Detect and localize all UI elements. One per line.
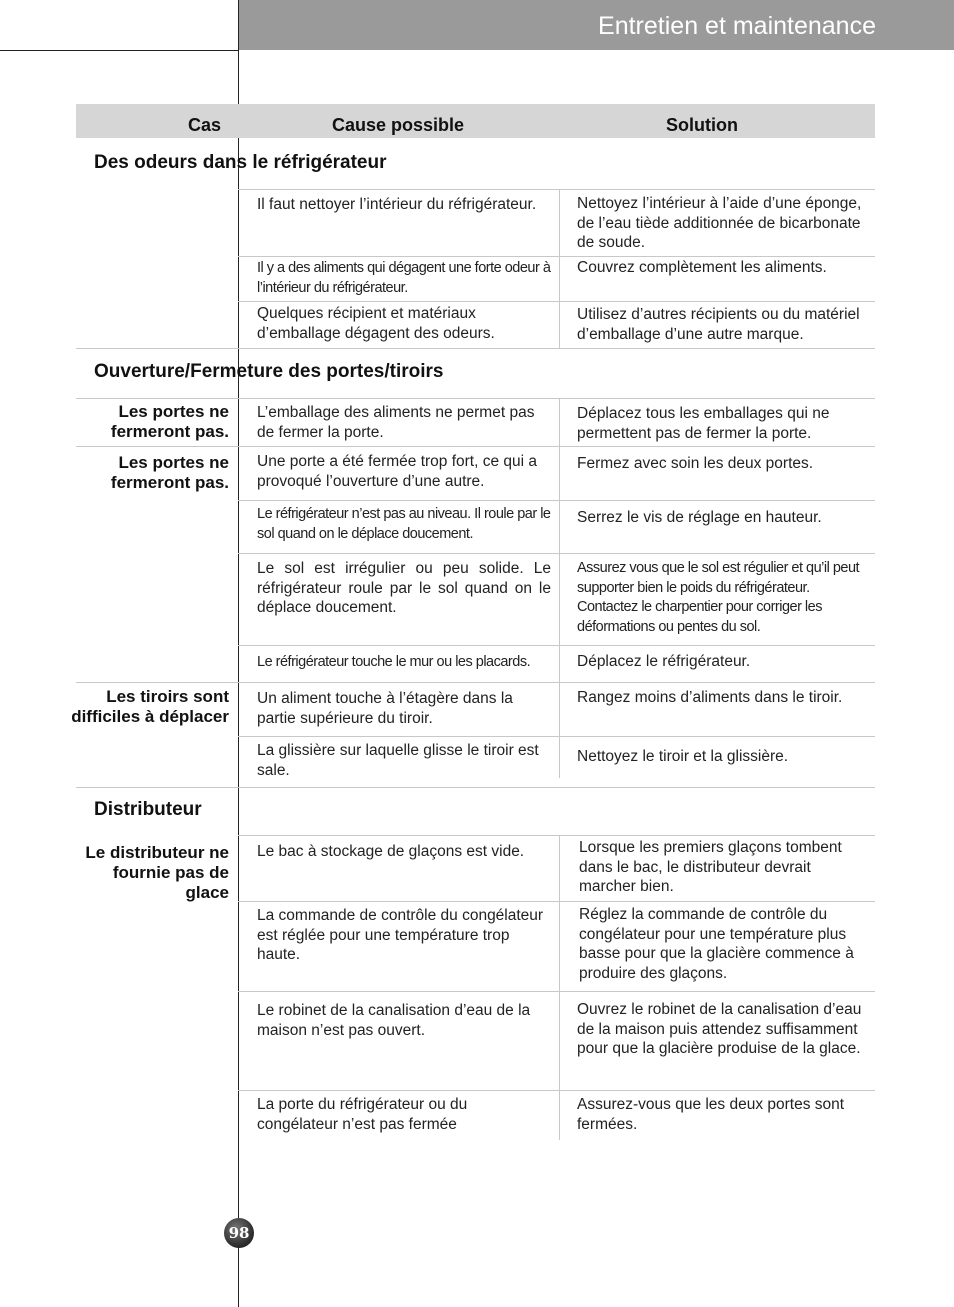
table-row-solution: Lorsque les premiers glaçons tombent dans le bac, le distributeur devrait marcher bien. (579, 839, 842, 895)
column-header-cause: Cause possible (332, 115, 465, 135)
column-divider (559, 835, 560, 1140)
table-row-solution: Couvrez complètement les aliments. (577, 259, 827, 276)
table-row-cause: L’emballage des aliments ne permet pas de fermer la porte. (257, 404, 535, 441)
vertical-rule (238, 0, 239, 1307)
table-row-cause: Le bac à stockage de glaçons est vide. (257, 843, 525, 860)
table-row-solution: Utilisez d’autres récipients ou du matériel d’emballage d’une autre marque. (577, 306, 860, 343)
table-row-solution: Déplacez tous les emballages qui ne permettent pas de fermer la porte. (577, 405, 830, 442)
table-row-cause: La glissière sur laquelle glisse le tiroir est sale. (257, 742, 539, 779)
row-divider (76, 398, 875, 399)
table-row-cause: La porte du réfrigérateur ou du congélateur n’est pas fermée (257, 1096, 468, 1133)
row-divider (238, 835, 875, 836)
row-divider (238, 736, 875, 737)
table-row-cause: Il y a des aliments qui dégagent une forte odeur à l’intérieur du réfrigérateur. (257, 260, 551, 296)
table-row-solution: Réglez la commande de contrôle du congélateur pour une température plus basse pour que la glacière commence à produire des glaçons. (579, 906, 854, 982)
case-label-portes: Les portes ne fermeront pas. (110, 453, 229, 492)
table-row-cause: Le réfrigérateur n’est pas au niveau. Il roule par le sol quand on le déplace doucement. (257, 506, 551, 542)
row-divider (238, 901, 875, 902)
row-divider (76, 682, 875, 683)
table-row-solution: Déplacez le réfrigérateur. (577, 653, 751, 670)
column-header-cas: Cas (188, 115, 222, 135)
table-row-cause: Le robinet de la canalisation d’eau de la maison n’est pas ouvert. (257, 1002, 531, 1039)
row-divider (238, 991, 875, 992)
table-row-solution: Nettoyez l’intérieur à l’aide d’une éponge, de l’eau tiède additionnée de bicarbonate de soude. (577, 195, 862, 251)
row-divider (238, 500, 875, 501)
table-row-solution: Ouvrez le robinet de la canalisation d’eau de la maison puis attendez suffisamment pour que la glacière produise de la glace. (577, 1001, 862, 1057)
table-row-solution: Assurez vous que le sol est régulier et qu’il peut supporter bien le poids du réfrigérateur. Contactez le charpentier pour corriger les déformations ou pentes du sol. (577, 560, 860, 635)
row-divider (238, 553, 875, 554)
row-divider (238, 301, 875, 302)
section-title-odeurs: Des odeurs dans le réfrigérateur (94, 152, 387, 173)
table-row-solution: Rangez moins d’aliments dans le tiroir. (577, 689, 843, 706)
table-row-solution: Fermez avec soin les deux portes. (577, 455, 814, 472)
column-divider (559, 189, 560, 348)
case-label-distributeur: Le distributeur ne fournie pas de glace (85, 843, 229, 902)
section-title-distributeur: Distributeur (94, 799, 202, 820)
table-row-solution: Nettoyez le tiroir et la glissière. (577, 748, 789, 765)
section-divider (76, 787, 875, 788)
case-label-portes: Les portes ne fermeront pas. (110, 402, 229, 441)
page-title: Entretien et maintenance (598, 12, 876, 40)
table-row-solution: Serrez le vis de réglage en hauteur. (577, 509, 822, 526)
table-row-cause: Le réfrigérateur touche le mur ou les placards. (257, 654, 531, 670)
page-number-badge: 98 (224, 1218, 254, 1248)
column-header-bar (76, 104, 875, 138)
table-row-cause: Quelques récipient et matériaux d’emballage dégagent des odeurs. (257, 305, 495, 342)
table-row-cause: La commande de contrôle du congélateur est réglée pour une température trop haute. (257, 907, 544, 963)
table-row-cause: Le sol est irrégulier ou peu solide. Le réfrigérateur roule par le sol quand on le déplace doucement. (257, 560, 551, 616)
column-divider (559, 398, 560, 778)
row-divider (238, 256, 875, 257)
case-label-tiroirs: Les tiroirs sont difficiles à déplacer (71, 687, 229, 726)
table-row-solution: Assurez-vous que les deux portes sont fermées. (577, 1096, 845, 1133)
table-row-cause: Une porte a été fermée trop fort, ce qui a provoqué l’ouverture d’une autre. (257, 453, 538, 490)
row-divider (238, 189, 875, 190)
section-divider (76, 348, 875, 349)
header-bar (239, 0, 954, 50)
row-divider (238, 645, 875, 646)
section-title-portes: Ouverture/Fermeture des portes/tiroirs (94, 361, 444, 382)
row-divider (76, 446, 875, 447)
table-row-cause: Il faut nettoyer l’intérieur du réfrigérateur. (257, 196, 537, 213)
row-divider (238, 1090, 875, 1091)
column-header-solution: Solution (666, 115, 738, 135)
table-row-cause: Un aliment touche à l’étagère dans la partie supérieure du tiroir. (257, 690, 513, 727)
top-rule (0, 50, 239, 51)
